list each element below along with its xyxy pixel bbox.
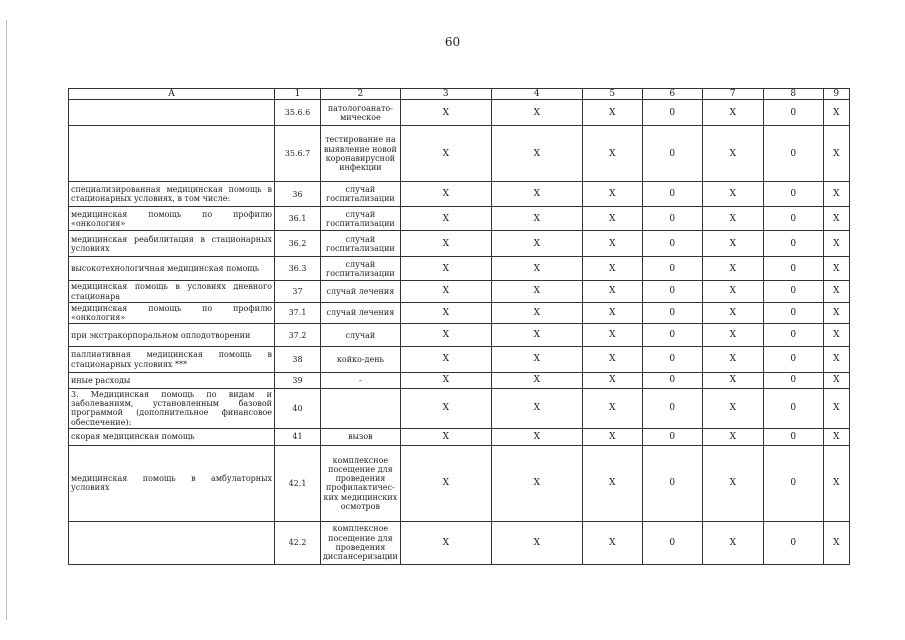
row-value: Х [400,182,491,207]
row-code: 35.6.6 [275,100,321,126]
row-value: 0 [642,373,702,389]
row-value: Х [582,182,642,207]
row-name: медицинская помощь по профилю «онкология» [69,207,275,231]
row-value: Х [582,428,642,445]
row-name: скорая медицинская помощь [69,428,275,445]
row-code: 42.1 [275,445,321,521]
row-value: 0 [642,347,702,373]
row-code: 38 [275,347,321,373]
row-value: Х [400,231,491,257]
row-value: 0 [642,324,702,347]
row-code: 41 [275,428,321,445]
row-value: Х [702,428,763,445]
column-header: 7 [702,89,763,100]
row-value: Х [823,324,849,347]
row-value: Х [823,257,849,281]
row-value: Х [400,281,491,302]
row-value: Х [491,182,582,207]
row-code: 36.1 [275,207,321,231]
row-value: Х [823,182,849,207]
row-name: медицинская помощь по профилю «онкология» [69,302,275,323]
row-value: 0 [763,324,823,347]
column-header: 2 [321,89,401,100]
row-value: Х [823,445,849,521]
row-unit: случай госпитализации [321,207,401,231]
row-value: Х [702,231,763,257]
row-unit: патологоанато-мическое [321,100,401,126]
row-value: Х [400,126,491,182]
row-value: Х [491,126,582,182]
row-value: 0 [763,302,823,323]
row-value: Х [491,373,582,389]
row-value: 0 [763,207,823,231]
row-value: Х [823,126,849,182]
row-value: Х [400,324,491,347]
binding-margin-line [6,20,7,620]
row-value: 0 [642,521,702,564]
column-header: 5 [582,89,642,100]
row-value: Х [400,521,491,564]
row-value: Х [400,347,491,373]
row-value: Х [491,445,582,521]
column-header: 3 [400,89,491,100]
row-value: Х [582,231,642,257]
row-value: 0 [763,126,823,182]
row-name: медицинская помощь в условиях дневного стационара [69,281,275,302]
row-name: 3. Медицинская помощь по видам и заболеваниям, установленным базовой программой (дополнительное финансовое обеспечение): [69,389,275,429]
row-value: 0 [763,347,823,373]
row-unit: случай [321,324,401,347]
page-number: 60 [444,35,461,49]
table-row [69,126,850,182]
row-value: 0 [763,281,823,302]
column-header: 9 [823,89,849,100]
row-value: Х [823,207,849,231]
row-value: 0 [642,207,702,231]
row-code: 37.2 [275,324,321,347]
column-header: А [69,89,275,100]
row-value: Х [702,389,763,429]
table-row [69,324,850,347]
row-value: Х [400,100,491,126]
row-value: Х [400,207,491,231]
row-value: Х [702,347,763,373]
row-value: Х [582,389,642,429]
row-name: паллиативная медицинская помощь в стационарных условиях *** [69,347,275,373]
row-unit: случай госпитализации [321,231,401,257]
table-row [69,231,850,257]
row-value: Х [400,302,491,323]
row-value: 0 [642,231,702,257]
row-unit: комплексное посещение для проведения профилактичес-ких медицинских осмотров [321,445,401,521]
row-unit: - [321,373,401,389]
row-code: 39 [275,373,321,389]
row-value: 0 [642,445,702,521]
row-value: Х [491,347,582,373]
row-value: Х [400,373,491,389]
table-row [69,257,850,281]
row-value: 0 [763,100,823,126]
row-value: 0 [763,428,823,445]
row-unit: тестирование на выявление новой коронавирусной инфекции [321,126,401,182]
row-name [69,521,275,564]
row-value: Х [823,428,849,445]
row-value: Х [702,207,763,231]
column-header: 6 [642,89,702,100]
row-value: 0 [642,257,702,281]
row-name: медицинская помощь в амбулаторных условиях [69,445,275,521]
row-value: Х [400,257,491,281]
table-row [69,100,850,126]
row-code: 37 [275,281,321,302]
row-value: Х [582,324,642,347]
row-value: Х [582,207,642,231]
row-value: Х [823,100,849,126]
row-value: Х [582,126,642,182]
row-value: Х [491,231,582,257]
table-row [69,207,850,231]
table-row [69,445,850,521]
row-value: Х [823,373,849,389]
row-name: специализированная медицинская помощь в стационарных условиях, в том числе: [69,182,275,207]
table-row [69,182,850,207]
table-row [69,281,850,302]
table-header-row [69,89,850,100]
row-code: 35.6.7 [275,126,321,182]
row-value: Х [823,231,849,257]
row-value: 0 [763,257,823,281]
row-unit: койко-день [321,347,401,373]
row-name: иные расходы [69,373,275,389]
row-value: Х [400,389,491,429]
row-value: Х [823,302,849,323]
row-code: 40 [275,389,321,429]
column-header: 1 [275,89,321,100]
row-value: Х [823,389,849,429]
row-name [69,126,275,182]
row-unit: случай лечения [321,281,401,302]
row-value: Х [702,373,763,389]
row-unit: случай госпитализации [321,257,401,281]
row-unit: комплексное посещение для проведения диспансеризации [321,521,401,564]
data-table [68,88,850,565]
row-value: Х [400,445,491,521]
row-name: медицинская реабилитация в стационарных условиях [69,231,275,257]
row-value: Х [702,182,763,207]
row-value: Х [491,207,582,231]
row-value: 0 [763,521,823,564]
row-value: 0 [763,445,823,521]
row-value: Х [582,521,642,564]
row-value: 0 [642,302,702,323]
row-value: Х [491,100,582,126]
row-value: Х [582,445,642,521]
row-value: Х [491,389,582,429]
row-code: 36 [275,182,321,207]
table-row [69,389,850,429]
row-value: Х [491,324,582,347]
row-value: 0 [763,389,823,429]
table-row [69,302,850,323]
row-value: Х [702,445,763,521]
row-value: Х [702,324,763,347]
row-value: Х [400,428,491,445]
row-value: Х [823,347,849,373]
table-row [69,347,850,373]
row-value: Х [582,281,642,302]
row-value: Х [702,521,763,564]
row-name [69,100,275,126]
row-value: Х [491,302,582,323]
table-body [69,100,850,565]
table-row [69,521,850,564]
row-value: Х [582,373,642,389]
row-code: 37.1 [275,302,321,323]
row-value: Х [702,126,763,182]
row-value: Х [823,281,849,302]
row-value: Х [702,100,763,126]
row-value: Х [702,281,763,302]
row-unit: вызов [321,428,401,445]
row-value: Х [582,302,642,323]
table-row [69,373,850,389]
row-value: Х [702,257,763,281]
row-value: Х [702,302,763,323]
row-value: 0 [642,182,702,207]
row-value: Х [491,428,582,445]
row-unit: случай лечения [321,302,401,323]
row-value: 0 [763,231,823,257]
row-value: Х [491,281,582,302]
row-value: 0 [763,182,823,207]
row-name: при экстракорпоральном оплодотворении [69,324,275,347]
row-unit: случай госпитализации [321,182,401,207]
row-value: 0 [642,428,702,445]
row-value: Х [582,257,642,281]
row-value: 0 [642,389,702,429]
row-value: 0 [642,126,702,182]
row-value: 0 [763,373,823,389]
row-value: Х [491,257,582,281]
row-value: Х [823,521,849,564]
row-code: 36.2 [275,231,321,257]
row-code: 36.3 [275,257,321,281]
row-unit [321,389,401,429]
row-value: Х [491,521,582,564]
row-value: Х [582,100,642,126]
row-value: Х [582,347,642,373]
row-name: высокотехнологичная медицинская помощь [69,257,275,281]
column-header: 4 [491,89,582,100]
row-value: 0 [642,100,702,126]
row-code: 42.2 [275,521,321,564]
row-value: 0 [642,281,702,302]
table-row [69,428,850,445]
column-header: 8 [763,89,823,100]
